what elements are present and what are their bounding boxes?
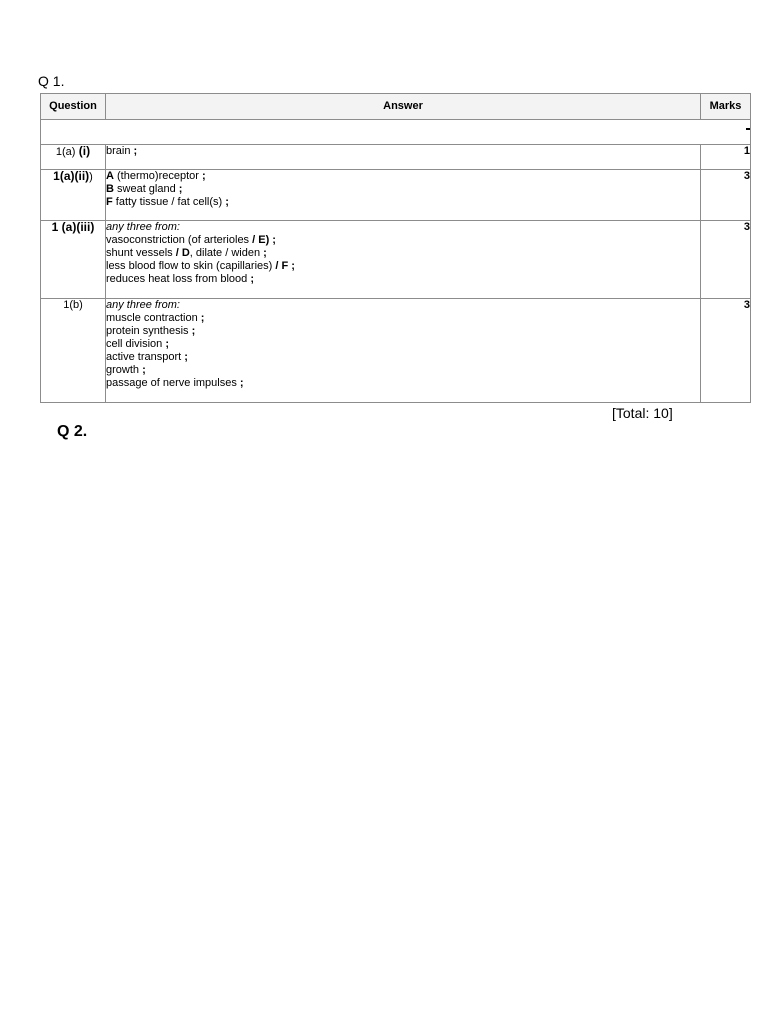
- answer-line: [106, 247, 700, 260]
- question-2-heading: Q 2.: [57, 423, 88, 440]
- answer-text: ;: [191, 325, 196, 337]
- question-number-cell: [41, 221, 106, 299]
- header-question: Question: [41, 94, 106, 120]
- answer-line: [106, 364, 700, 377]
- question-1-heading: Q 1.: [38, 73, 65, 89]
- answer-text: vasoconstriction (of arterioles: [106, 234, 253, 246]
- marks-cell: 3: [701, 221, 751, 299]
- question-number: 1(a)(ii): [53, 169, 90, 183]
- answer-line: [106, 145, 700, 158]
- answer-text: ;: [142, 364, 146, 376]
- table-row: [41, 170, 751, 221]
- header-answer: Answer: [106, 94, 701, 120]
- answer-line: [106, 183, 700, 196]
- answer-text: ;: [263, 247, 267, 259]
- answer-text: ;: [200, 312, 205, 324]
- answer-cell: [106, 145, 701, 170]
- answer-text: less blood flow to skin (capillaries): [106, 260, 276, 272]
- answer-text: any three from:: [106, 299, 180, 311]
- blank-cell: [41, 120, 751, 145]
- answer-text: ;: [201, 170, 206, 182]
- answer-text: any three from:: [106, 221, 180, 233]
- answer-text: F: [106, 196, 113, 208]
- question-number: 1(b): [63, 299, 83, 311]
- answer-line: [106, 221, 700, 234]
- table-row: [41, 145, 751, 170]
- answer-text: / D: [175, 247, 190, 259]
- answer-text: passage of nerve impulses: [106, 377, 240, 389]
- blank-row: [41, 120, 751, 145]
- answer-text: ;: [165, 338, 169, 350]
- marks-cell: 3: [701, 299, 751, 403]
- answer-text: active transport: [106, 351, 185, 363]
- answer-line: [106, 351, 700, 364]
- answer-text: muscle contraction: [106, 312, 201, 324]
- answer-text: ;: [133, 145, 138, 157]
- answer-text: B: [106, 183, 114, 195]
- answer-text: / F ;: [275, 260, 295, 272]
- question-number-cell: [41, 145, 106, 170]
- answer-line: [106, 312, 700, 325]
- answer-cell: [106, 170, 701, 221]
- answer-text: ;: [250, 273, 254, 285]
- answer-line: [106, 170, 700, 183]
- question-number-cell: [41, 299, 106, 403]
- answer-text: / E) ;: [252, 234, 276, 246]
- question-number: 1(a): [55, 146, 76, 158]
- question-number: 1 (a)(iii): [51, 220, 95, 234]
- answer-text: shunt vessels: [106, 247, 176, 259]
- answer-text: reduces heat loss from blood: [106, 273, 251, 285]
- question-subpart: (i): [75, 144, 91, 158]
- answer-cell: [106, 299, 701, 403]
- answer-line: [106, 377, 700, 390]
- answer-line: [106, 196, 700, 209]
- question-number-cell: [41, 170, 106, 221]
- answer-text: protein synthesis: [106, 325, 192, 337]
- question-subpart: ): [89, 171, 93, 183]
- table-header-row: [41, 94, 751, 120]
- answer-line: [106, 234, 700, 247]
- answer-text: cell division: [106, 338, 166, 350]
- answer-line: [106, 338, 700, 351]
- answer-line: [106, 299, 700, 312]
- answer-text: (thermo)receptor: [113, 170, 202, 182]
- total-marks: [Total: 10]: [612, 405, 673, 421]
- answer-text: growth: [106, 364, 143, 376]
- answer-line: [106, 273, 700, 286]
- edge-mark: [746, 128, 750, 130]
- marks-cell: 3: [701, 170, 751, 221]
- answer-text: ;: [178, 183, 183, 195]
- header-marks: Marks: [701, 94, 751, 120]
- answer-line: [106, 260, 700, 273]
- answer-line: [106, 325, 700, 338]
- answer-text: A: [106, 170, 114, 182]
- mark-scheme-table: [40, 93, 751, 403]
- answer-text: ;: [225, 196, 229, 208]
- answer-text: , dilate / widen: [189, 247, 264, 259]
- answer-text: fatty tissue / fat cell(s): [112, 196, 226, 208]
- answer-text: sweat gland: [113, 183, 179, 195]
- answer-cell: [106, 221, 701, 299]
- table-row: [41, 299, 751, 403]
- answer-text: brain: [106, 145, 134, 157]
- answer-text: ;: [184, 351, 188, 363]
- marks-cell: 1: [701, 145, 751, 170]
- table-row: [41, 221, 751, 299]
- answer-text: ;: [239, 377, 244, 389]
